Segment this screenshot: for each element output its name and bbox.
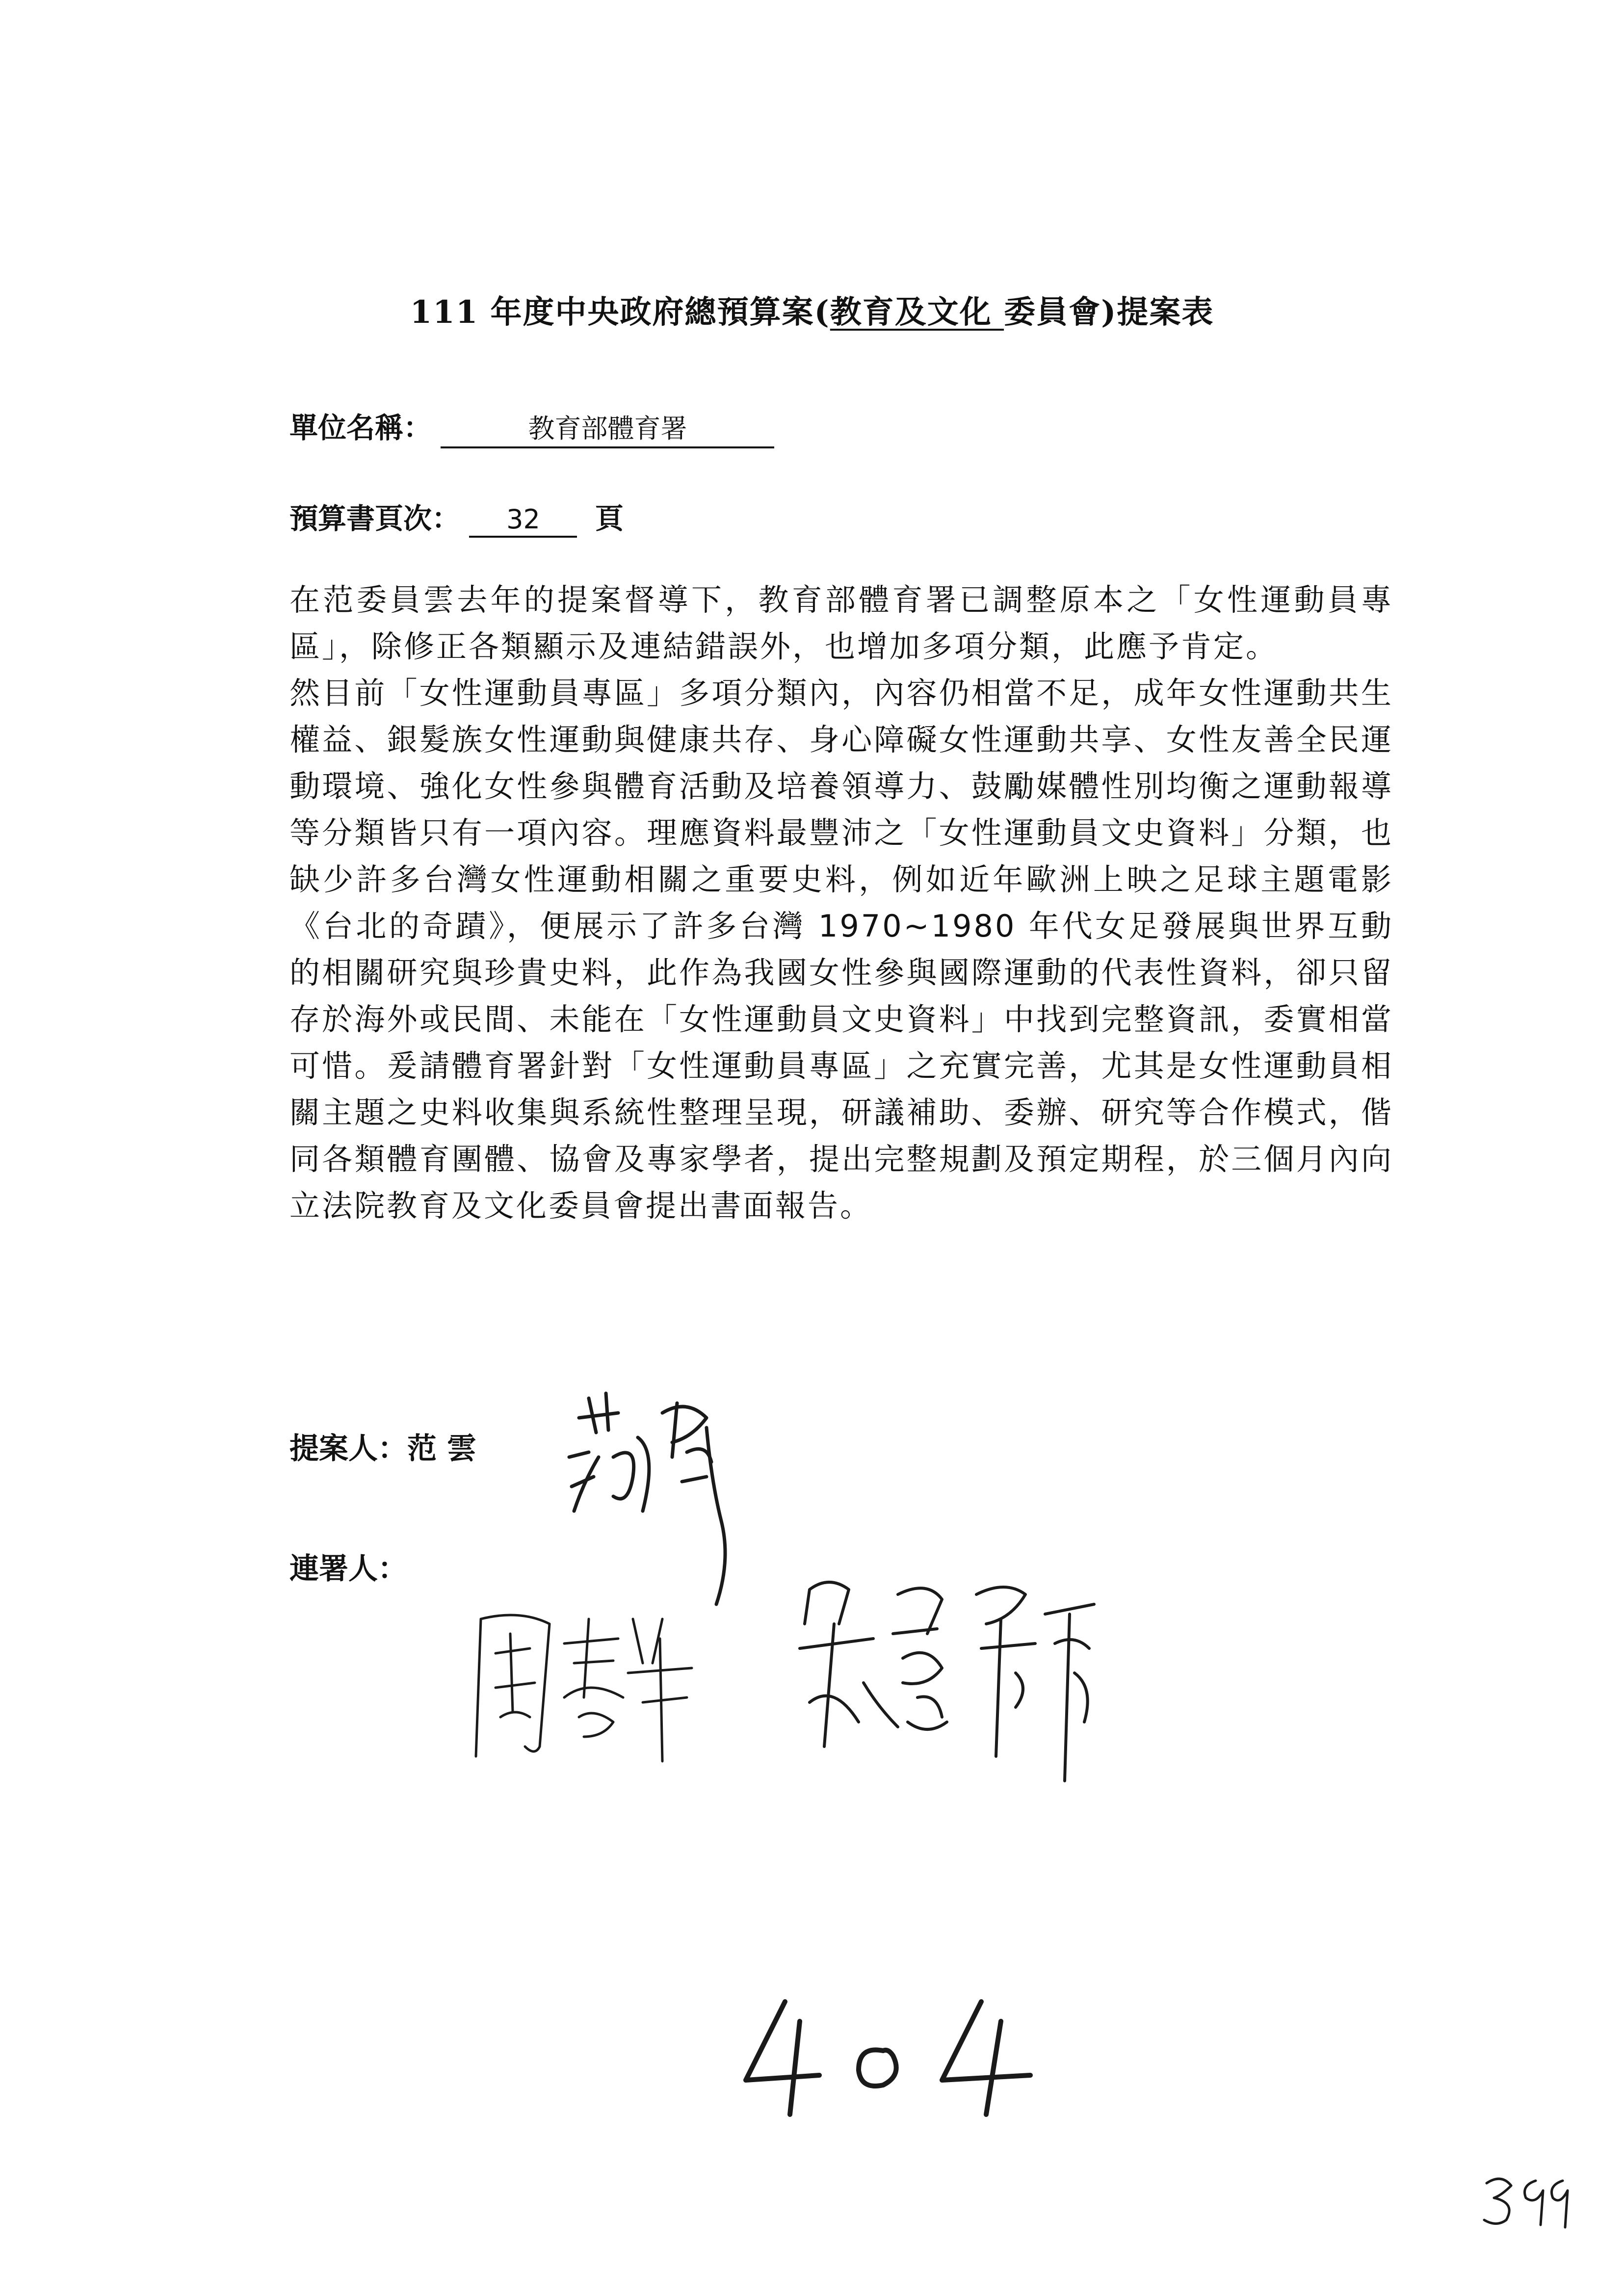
handwritten-number xyxy=(736,1992,1050,2119)
unit-name-value: 教育部體育署 xyxy=(441,408,774,448)
cosigner-signature-1 xyxy=(466,1590,702,1766)
proposer-label: 提案人：范 雲 xyxy=(289,1432,476,1466)
unit-name-label: 單位名稱： xyxy=(289,411,432,444)
title-committee: 教育及文化 xyxy=(830,294,1004,331)
body-paragraph-2: 然目前「女性運動員專區」多項分類內，內容仍相當不足，成年女性運動共生權益、銀髮族女性運動與健康共存、身心障礙女性運動共享、女性友善全民運動環境、強化女性參與體育活動及培養領導力、鼓勵媒體性別均衡之運動報導等分類皆只有一項內容。理應資料最豐沛之「女性運動員文史資料」分類，也缺少許多台灣女性運動相關之重要史料，例如近年歐洲上映之足球主題電影《台北的奇蹟》，便展示了許多台灣 1970~1980 年代女足發展與世界互動的相關研究與珍貴史料，此作為我國女性參與國際運動的代表性資料，卻只留存於海外或民間、未能在「女性運動員文史資料」中找到完整資訊，委實相當可惜。爰請體育署針對「女性運動員專區」之充實完善，尤其是女性運動員相關主題之史料收集與系統性整理呈現，研議補助、委辦、研究等合作模式，偕同各類體育團體、協會及專家學者，提出完整規劃及預定期程，於三個月內向立法院教育及文化委員會提出書面報告。 xyxy=(289,675,1393,1224)
budget-page-label: 預算書頁次： xyxy=(289,502,461,535)
proposer-signature xyxy=(559,1383,746,1609)
budget-page-value: 32 xyxy=(469,504,577,538)
cosigner-signature-2 xyxy=(780,1560,1114,1835)
budget-page-suffix: 頁 xyxy=(595,502,624,535)
unit-name-row xyxy=(289,405,774,448)
cosigner-label: 連署人： xyxy=(289,1552,407,1586)
page-number xyxy=(1477,2168,1575,2232)
title-prefix: 111 年度中央政府總預算案( xyxy=(410,294,830,331)
document-title xyxy=(0,287,1624,332)
budget-page-row xyxy=(289,496,624,538)
title-suffix: 委員會)提案表 xyxy=(1004,294,1214,331)
proposal-body xyxy=(289,576,1393,1229)
body-paragraph-1: 在范委員雲去年的提案督導下，教育部體育署已調整原本之「女性運動員專區」，除修正各類顯示及連結錯誤外，也增加多項分類，此應予肯定。 xyxy=(289,582,1393,664)
